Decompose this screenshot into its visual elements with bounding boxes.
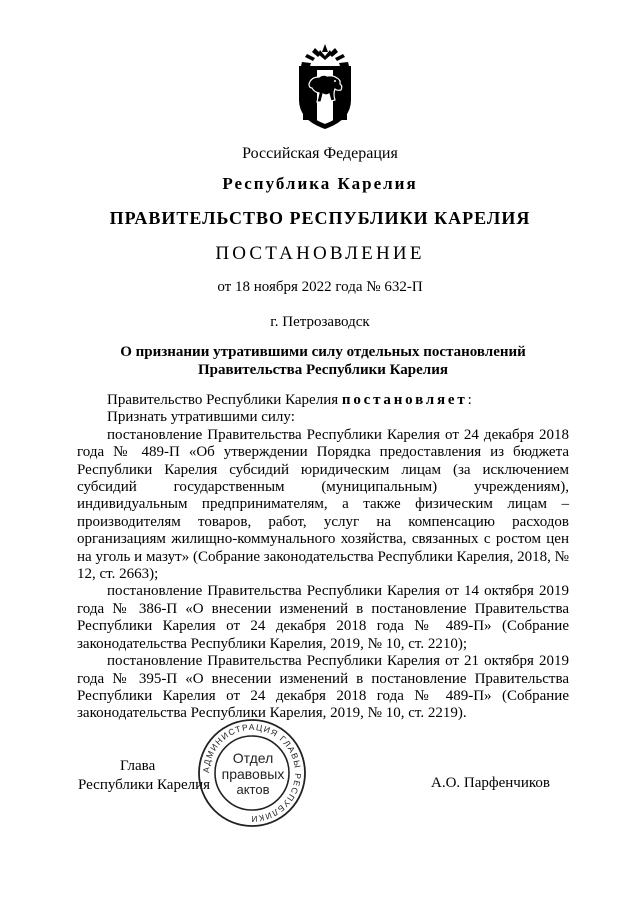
paragraph-4: постановление Правительства Республики Карелия от 21 октября 2019 года № 395-П «О внесении изменений в постановление Правительства Республики Карелия от 24 декабря 2018 года № 489-П» (Собрание законодательства Республики Карелия, 2019, № 10, ст. 2219). (77, 653, 569, 722)
stamp-ring-text: АДМИНИСТРАЦИЯ ГЛАВЫ РЕСПУБЛИКИ (200, 721, 304, 825)
signatory-name: А.О. Парфенчиков (431, 775, 550, 791)
paragraph-1: Признать утратившими силу: (107, 409, 295, 426)
coat-of-arms-icon (293, 44, 357, 130)
signatory-position (78, 757, 210, 795)
government-name: ПРАВИТЕЛЬСТВО РЕСПУБЛИКИ КАРЕЛИЯ (109, 208, 531, 228)
republic-name: Республика Карелия (222, 174, 418, 193)
country-name: Российская Федерация (242, 145, 398, 162)
stamp-line-2: правовых (221, 766, 285, 782)
title-line-1: О признании утратившими силу отдельных постановлений (120, 344, 526, 360)
intro-prefix: Правительство Республики Карелия (107, 392, 339, 408)
document-title (78, 343, 568, 379)
stamp-line-1: Отдел (232, 750, 274, 766)
paragraph-2: постановление Правительства Республики Карелия от 24 декабря 2018 года № 489-П «Об утверждении Порядка предоставления из бюджета Республики Карелия субсидий юридическим лицам (за исключением субсидий государственным (муниципальным) учреждениям), индивидуальным предпринимателям, а также физическим лицам – производителям товаров, работ, услуг на компенсацию расходов организациям жилищно-коммунального хозяйства, связанных с ростом цен на уголь и мазут» (Собрание законодательства Республики Карелия, 2018, № 12, ст. 2663); (77, 426, 569, 583)
document-date-number: от 18 ноября 2022 года № 632-П (217, 279, 423, 295)
title-line-2: Правительства Республики Карелия (198, 362, 448, 378)
intro-suffix: : (467, 392, 472, 408)
signatory-position-line-1: Глава (120, 758, 156, 774)
official-stamp (196, 717, 308, 829)
document-type: ПОСТАНОВЛЕНИЕ (215, 243, 425, 264)
paragraph-3: постановление Правительства Республики Карелия от 14 октября 2019 года № 386-П «О внесении изменений в постановление Правительства Республики Карелия от 24 декабря 2018 года № 489-П» (Собрание законодательства Республики Карелия, 2019, № 10, ст. 2210); (77, 583, 569, 652)
signatory-position-line-2: Республики Карелия (78, 777, 211, 793)
document-city: г. Петрозаводск (270, 314, 370, 330)
intro-verb: постановляет (341, 392, 468, 408)
intro-paragraph (77, 392, 569, 409)
stamp-line-3: актов (236, 782, 270, 797)
document-body (77, 392, 569, 723)
